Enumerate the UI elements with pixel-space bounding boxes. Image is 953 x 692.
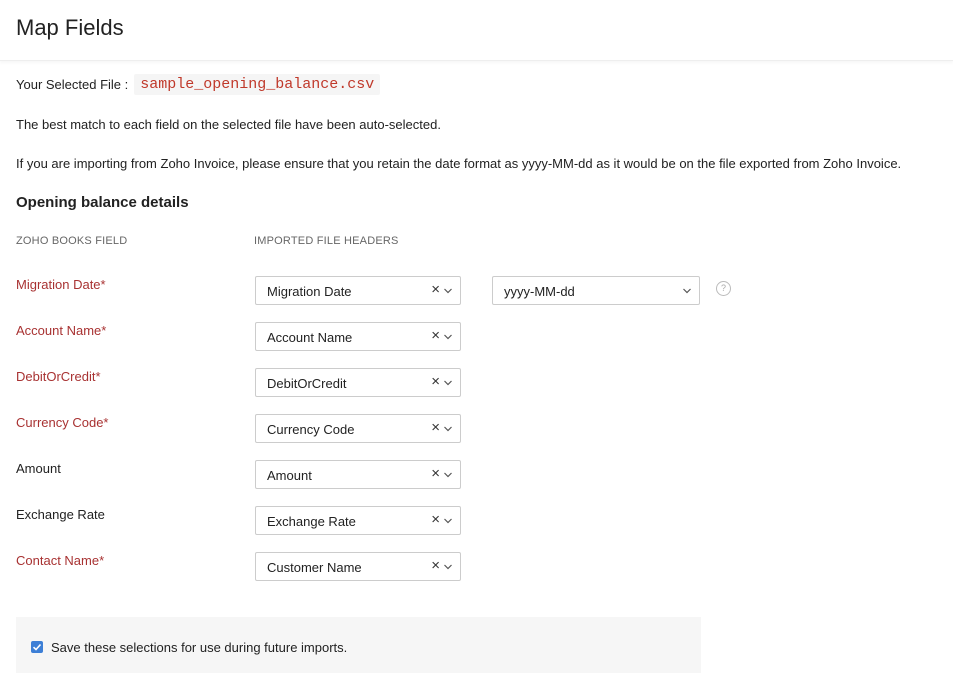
select-migration-date[interactable]: [255, 276, 461, 305]
selected-file-name: sample_opening_balance.csv: [134, 74, 380, 95]
field-label-account-name: Account Name*: [16, 323, 107, 338]
date-format-value: yyyy-MM-dd: [504, 284, 575, 299]
column-header-books-field: ZOHO BOOKS FIELD: [16, 235, 128, 247]
close-icon[interactable]: ×: [431, 327, 440, 344]
select-value: DebitOrCredit: [267, 376, 347, 391]
select-value: Exchange Rate: [267, 514, 356, 529]
field-label-migration-date: Migration Date*: [16, 277, 106, 292]
select-debit-or-credit[interactable]: [255, 368, 461, 397]
date-format-note: If you are importing from Zoho Invoice, please ensure that you retain the date format as yyyy-MM-dd as it would be on the file exported from Zoho Invoice.: [16, 156, 902, 171]
chevron-down-icon[interactable]: [444, 518, 452, 524]
page-header: [0, 0, 953, 61]
column-header-file-headers: IMPORTED FILE HEADERS: [254, 235, 399, 247]
close-icon[interactable]: ×: [431, 465, 440, 482]
chevron-down-icon[interactable]: [444, 472, 452, 478]
page-title: Map Fields: [16, 15, 124, 40]
chevron-down-icon[interactable]: [683, 288, 691, 294]
select-currency-code[interactable]: [255, 414, 461, 443]
field-label-currency-code: Currency Code*: [16, 415, 109, 430]
section-title: Opening balance details: [16, 194, 189, 211]
select-value: Account Name: [267, 330, 353, 345]
field-label-contact-name: Contact Name*: [16, 553, 105, 568]
select-value: Currency Code: [267, 422, 355, 437]
close-icon[interactable]: ×: [431, 557, 440, 574]
chevron-down-icon[interactable]: [444, 288, 452, 294]
selected-file-line: [16, 72, 380, 96]
save-selections-checkbox[interactable]: [31, 641, 43, 653]
chevron-down-icon[interactable]: [444, 426, 452, 432]
auto-selected-note: The best match to each field on the selected file have been auto-selected.: [16, 117, 441, 132]
select-amount[interactable]: [255, 460, 461, 489]
help-icon[interactable]: ?: [716, 281, 731, 296]
close-icon[interactable]: ×: [431, 281, 440, 298]
check-icon: [31, 641, 43, 653]
select-value: Customer Name: [267, 560, 362, 575]
field-label-amount: Amount: [16, 461, 61, 476]
chevron-down-icon[interactable]: [444, 380, 452, 386]
selected-file-label: Your Selected File :: [16, 76, 129, 92]
chevron-down-icon[interactable]: [444, 334, 452, 340]
select-exchange-rate[interactable]: [255, 506, 461, 535]
field-label-debit-or-credit: DebitOrCredit*: [16, 369, 101, 384]
save-selections-label[interactable]: Save these selections for use during future imports.: [51, 640, 348, 655]
select-value: Migration Date: [267, 284, 352, 299]
close-icon[interactable]: ×: [431, 373, 440, 390]
chevron-down-icon[interactable]: [444, 564, 452, 570]
save-selections-panel: [16, 617, 701, 673]
date-format-select[interactable]: [492, 276, 700, 305]
select-contact-name[interactable]: [255, 552, 461, 581]
select-value: Amount: [267, 468, 312, 483]
field-label-exchange-rate: Exchange Rate: [16, 507, 105, 522]
close-icon[interactable]: ×: [431, 419, 440, 436]
close-icon[interactable]: ×: [431, 511, 440, 528]
select-account-name[interactable]: [255, 322, 461, 351]
